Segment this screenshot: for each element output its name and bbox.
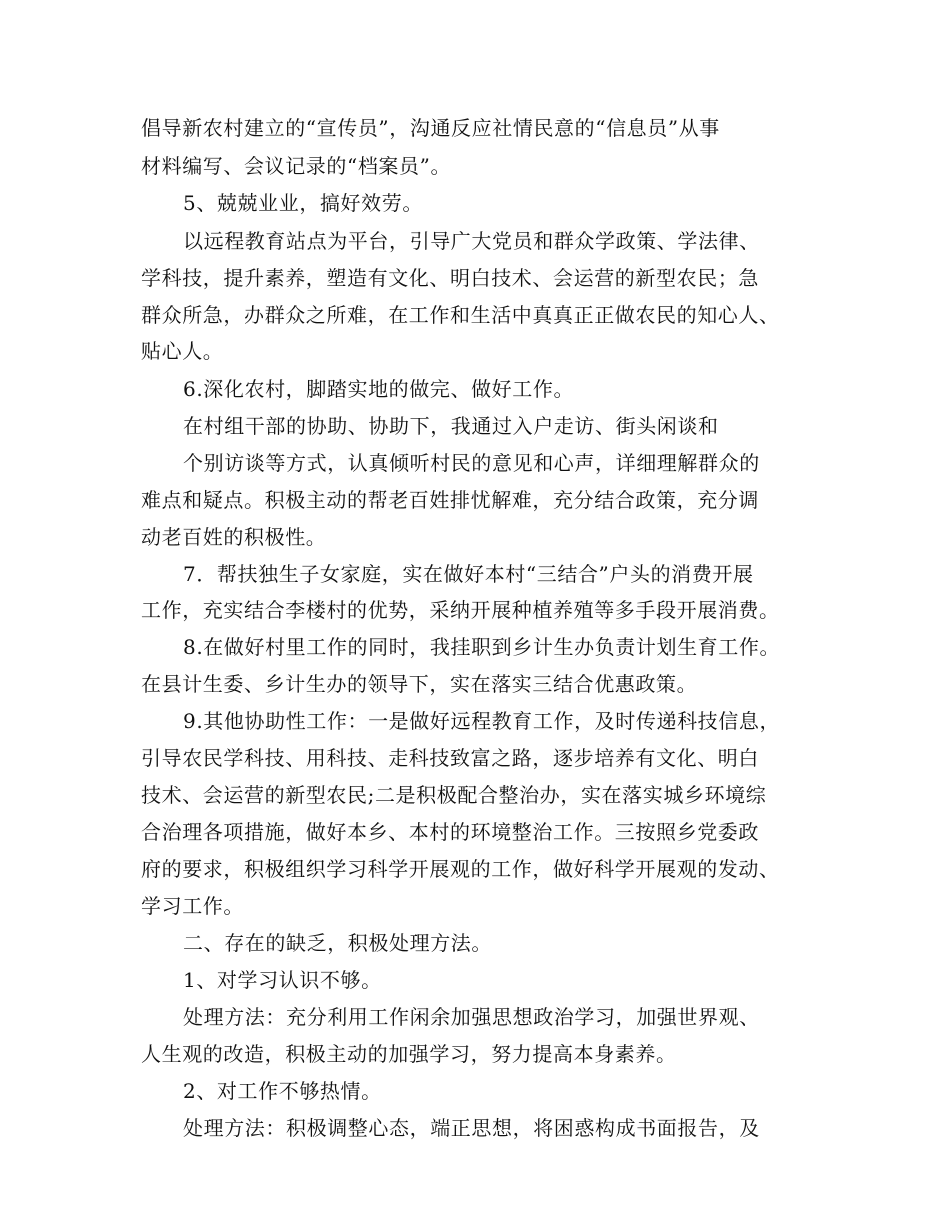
text-line: 5、兢兢业业，搞好效劳。 (183, 191, 423, 215)
text-line: 技术、会运营的新型农民;二是积极配合整治办，实在落实城乡环境综 (141, 783, 767, 807)
text-line: 工作，充实结合李楼村的优势，采纳开展种植养殖等多手段开展消费。 (141, 598, 780, 622)
text-line: 8.在做好村里工作的同时，我挂职到乡计生办负责计划生育工作。 (183, 635, 781, 659)
text-line: 在村组干部的协助、协助下，我通过入户走访、街头闲谈和 (183, 414, 719, 438)
text-line: 以远程教育站点为平台，引导广大党员和群众学政策、学法律、 (183, 229, 760, 253)
text-line: 个别访谈等方式，认真倾听村民的意见和心声，详细理解群众的 (183, 451, 760, 475)
text-line: 贴心人。 (141, 339, 224, 363)
text-line: 处理方法：充分利用工作闲余加强思想政治学习，加强世界观、 (183, 1005, 760, 1029)
text-line: 在县计生委、乡计生办的领导下，实在落实三结合优惠政策。 (141, 672, 698, 696)
text-line: 引导农民学科技、用科技、走科技致富之路，逐步培养有文化、明白 (141, 746, 759, 770)
text-line: 倡导新农村建立的“宣传员”，沟通反应社情民意的“信息员”从事 (141, 116, 720, 140)
text-line: 动老百姓的积极性。 (141, 525, 327, 549)
text-line: 材料编写、会议记录的“档案员”。 (141, 154, 452, 178)
text-line: 6.深化农村，脚踏实地的做完、做好工作。 (183, 377, 575, 401)
text-line: 处理方法：积极调整心态，端正思想，将困惑构成书面报告，及 (183, 1116, 760, 1140)
section-heading: 二、存在的缺乏，积极处理方法。 (183, 931, 492, 955)
text-line: 1、对学习认识不够。 (183, 968, 382, 992)
text-line: 难点和疑点。积极主动的帮老百姓排忧解难，充分结合政策，充分调 (141, 488, 759, 512)
text-line: 学科技，提升素养，塑造有文化、明白技术、会运营的新型农民；急 (141, 266, 759, 290)
text-line: 2、对工作不够热情。 (183, 1079, 382, 1103)
text-line: 9.其他协助性工作：一是做好远程教育工作，及时传递科技信息， (183, 709, 781, 733)
text-line: 7．帮扶独生子女家庭，实在做好本村“三结合”户头的消费开展 (183, 562, 754, 586)
text-line: 学习工作。 (141, 894, 244, 918)
text-line: 群众所急，办群众之所难，在工作和生活中真真正正做农民的知心人、 (141, 303, 780, 327)
text-line: 府的要求，积极组织学习科学开展观的工作，做好科学开展观的发动、 (141, 857, 780, 881)
text-line: 人生观的改造，积极主动的加强学习，努力提高本身素养。 (141, 1042, 677, 1066)
text-line: 合治理各项措施，做好本乡、本村的环境整治工作。三按照乡党委政 (141, 820, 759, 844)
